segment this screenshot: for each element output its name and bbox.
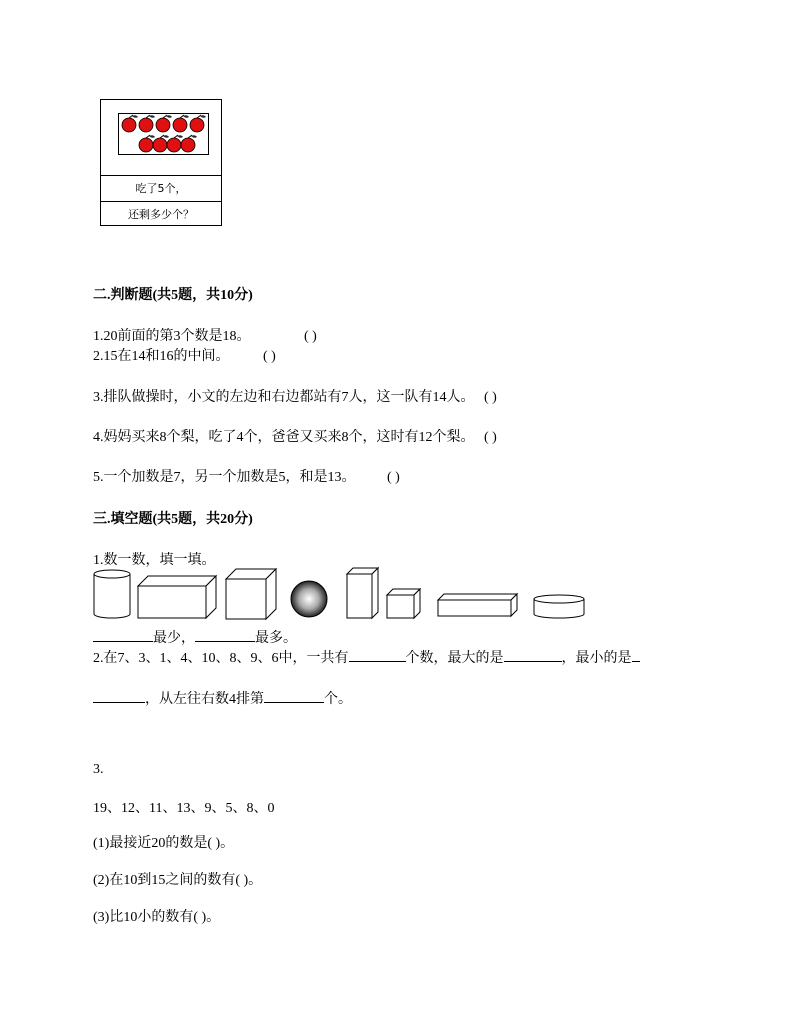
box-line-2: 还剩多少个？ bbox=[101, 201, 221, 227]
judge-q4-paren[interactable]: ( ) bbox=[484, 430, 497, 445]
judge-q3 bbox=[93, 386, 497, 406]
cylinder-icon bbox=[94, 570, 130, 618]
cuboid-icon bbox=[138, 576, 216, 618]
fruit-icon bbox=[190, 115, 206, 132]
fill-q1-prompt: 1.数一数，填一填。 bbox=[93, 553, 216, 568]
smallest-blank-start[interactable] bbox=[632, 647, 640, 662]
fill-q3-sub2: (2)在10到15之间的数有( )。 bbox=[93, 873, 263, 888]
fill-q2-part3: ，最小的是 bbox=[561, 651, 632, 666]
judge-q5-text: 5.一个加数是7，另一个加数是5，和是13。 bbox=[93, 470, 356, 485]
sphere-icon bbox=[291, 581, 327, 617]
short-cylinder-icon bbox=[534, 595, 584, 618]
fruit-icon bbox=[139, 115, 155, 132]
fill-q2-line1 bbox=[93, 647, 640, 667]
fill-q2-part2: 个数，最大的是 bbox=[405, 651, 504, 666]
fill-q2-line2 bbox=[93, 688, 352, 708]
judge-q2-paren[interactable]: ( ) bbox=[263, 349, 276, 364]
position-blank[interactable] bbox=[264, 688, 324, 703]
fruit-picture bbox=[101, 100, 221, 176]
fruit-svg bbox=[119, 114, 208, 154]
least-blank[interactable] bbox=[93, 627, 153, 642]
fruit-tray bbox=[118, 113, 209, 155]
fruit-icon bbox=[122, 115, 138, 132]
judge-q1 bbox=[93, 325, 317, 345]
fill-q2-part5: 个。 bbox=[324, 692, 352, 707]
shapes-row bbox=[88, 564, 598, 624]
judge-q5-paren[interactable]: ( ) bbox=[387, 470, 400, 485]
fill-q3-sub1: (1)最接近20的数是( )。 bbox=[93, 836, 235, 851]
most-label: 最多。 bbox=[255, 631, 297, 646]
picture-problem-box bbox=[100, 99, 222, 226]
count-blank[interactable] bbox=[349, 647, 406, 662]
judge-q3-paren[interactable]: ( ) bbox=[484, 390, 497, 405]
judge-q1-paren[interactable]: ( ) bbox=[304, 329, 317, 344]
judge-q3-text: 3.排队做操时，小文的左边和右边都站有7人，这一队有14人。 bbox=[93, 390, 475, 405]
fill-q3-label: 3. bbox=[93, 762, 104, 777]
fill-q3-numbers: 19、12、11、13、9、5、8、0 bbox=[93, 801, 275, 816]
judge-q4 bbox=[93, 426, 497, 446]
section2-title: 二.判断题(共5题，共10分) bbox=[93, 288, 253, 303]
fruit-icon bbox=[173, 115, 189, 132]
judge-q2-text: 2.15在14和16的中间。 bbox=[93, 349, 230, 364]
most-blank[interactable] bbox=[195, 627, 255, 642]
fruit-icon bbox=[167, 135, 183, 152]
largest-blank[interactable] bbox=[504, 647, 562, 662]
fill-q1-answer-line bbox=[93, 627, 297, 647]
judge-q4-text: 4.妈妈买来8个梨，吃了4个，爸爸又买来8个，这时有12个梨。 bbox=[93, 430, 475, 445]
box-line-1: 吃了5个， bbox=[135, 182, 187, 195]
section3-title: 三.填空题(共5题，共20分) bbox=[93, 512, 253, 527]
fruit-icon bbox=[156, 115, 172, 132]
small-cube-icon bbox=[387, 589, 420, 618]
fill-q2-part1: 2.在7、3、1、4、10、8、9、6中，一共有 bbox=[93, 651, 349, 666]
fruit-icon bbox=[139, 135, 155, 152]
flat-cuboid-icon bbox=[438, 594, 517, 616]
tall-cuboid-icon bbox=[347, 568, 378, 618]
least-label: 最少， bbox=[153, 631, 195, 646]
fill-q2-part4: ，从左往右数4排第 bbox=[145, 692, 264, 707]
fill-q3-sub3: (3)比10小的数有( )。 bbox=[93, 910, 221, 925]
cube-icon bbox=[226, 569, 276, 619]
judge-q5 bbox=[93, 466, 400, 486]
fruit-icon bbox=[153, 135, 169, 152]
fruit-icon bbox=[181, 135, 197, 152]
smallest-blank[interactable] bbox=[93, 688, 145, 703]
judge-q1-text: 1.20前面的第3个数是18。 bbox=[93, 329, 251, 344]
judge-q2 bbox=[93, 345, 276, 365]
